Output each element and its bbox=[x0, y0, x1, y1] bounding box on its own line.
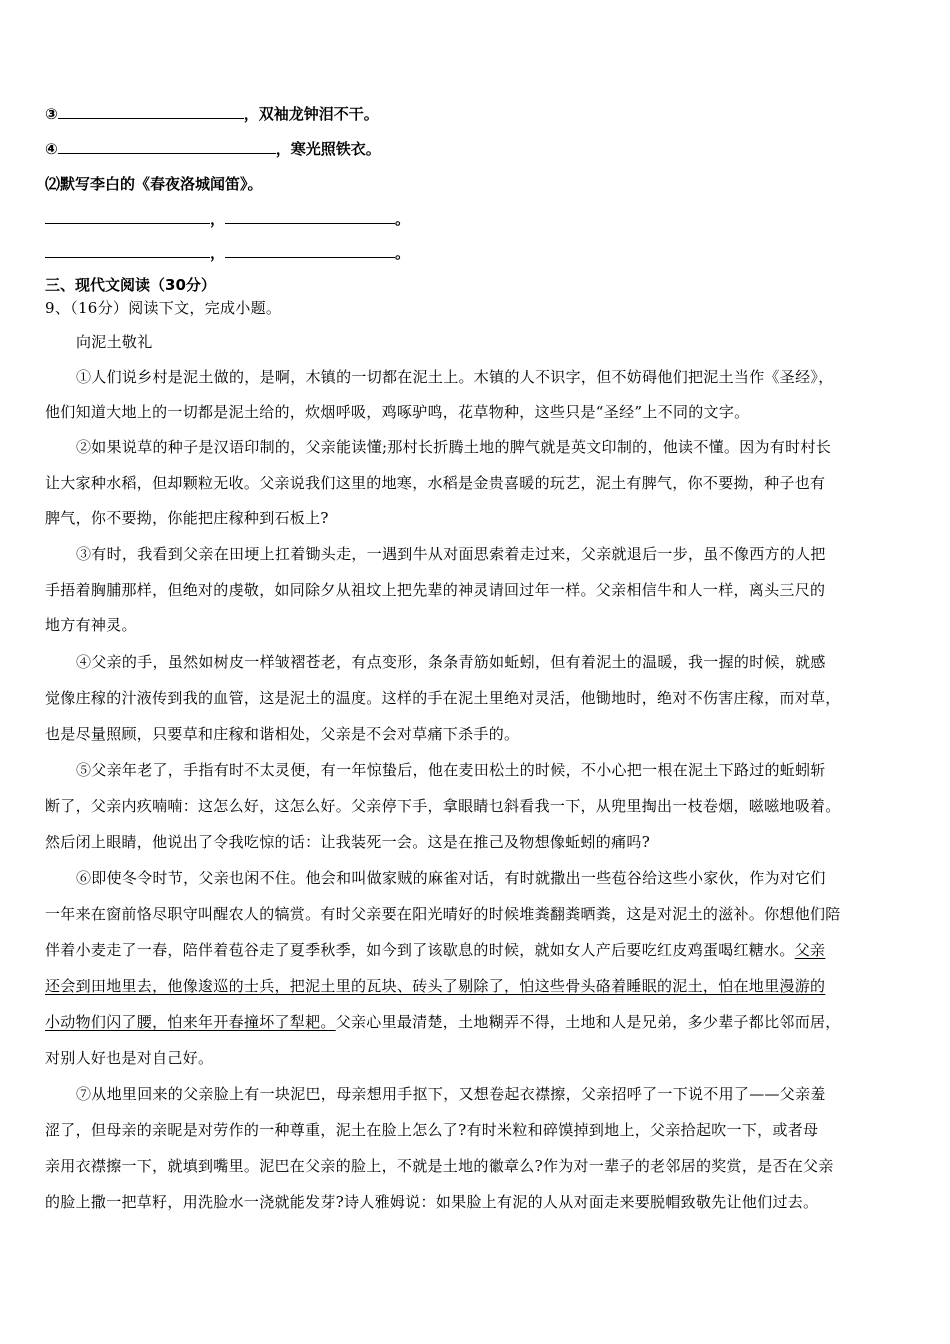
underlined-line: 还会到田地里去，他像逡巡的士兵，把泥土里的瓦块、砖头了剔除了，怕这些骨头硌着睡眠的泥土，怕在地里漫游的 bbox=[45, 977, 826, 995]
question-2-prompt: ⑵默写李白的《春夜洛城闻笛》。 bbox=[45, 175, 263, 193]
item-marker: ④ bbox=[45, 140, 58, 158]
article-line bbox=[45, 1011, 841, 1032]
period: 。 bbox=[395, 244, 411, 262]
article-title: 向泥土敬礼 bbox=[76, 333, 153, 351]
period: 。 bbox=[395, 210, 411, 228]
answer-blank[interactable] bbox=[45, 209, 210, 224]
section-heading: 三、现代文阅读（30分） bbox=[45, 276, 216, 294]
article-line: 也是尽量照顾，只要草和庄稼和谐相处，父亲是不会对草痛下杀手的。 bbox=[45, 725, 520, 743]
article-line: ②如果说草的种子是汉语印制的，父亲能读懂;那村长折腾土地的脾气就是英文印制的，他读不懂。因为有时村长 bbox=[76, 438, 832, 456]
article-line: ⑥即使冬令时节，父亲也闲不住。他会和叫做家贼的麻雀对话，有时就撒出一些苞谷给这些小家伙，作为对它们 bbox=[76, 869, 826, 887]
verse-text: ，双袖龙钟泪不干。 bbox=[243, 105, 379, 123]
article-line: ③有时，我看到父亲在田埂上扛着锄头走，一遇到牛从对面思索着走过来，父亲就退后一步，虽不像西方的人把 bbox=[76, 545, 826, 563]
article-line: 手捂着胸脯那样，但绝对的虔敬，如同除夕从祖坟上把先辈的神灵请回过年一样。父亲相信牛和人一样，离头三尺的 bbox=[45, 581, 826, 599]
question-9-prompt: 9、（16分）阅读下文，完成小题。 bbox=[45, 299, 282, 317]
article-line: 觉像庄稼的汁液传到我的血管，这是泥土的温度。这样的手在泥土里绝对灵活，他锄地时，绝对不伤害庄稼，而对草， bbox=[45, 689, 841, 707]
item-marker: ③ bbox=[45, 105, 58, 123]
article-line: 一年来在窗前恪尽职守叫醒农人的犒赏。有时父亲要在阳光晴好的时候堆粪翻粪晒粪，这是对泥土的滋补。你想他们陪 bbox=[45, 905, 841, 923]
article-line: 断了，父亲内疚喃喃：这怎么好，这怎么好。父亲停下手，拿眼睛乜斜看我一下，从兜里掏出一枝卷烟，嗞嗞地吸着。 bbox=[45, 797, 841, 815]
article-line: 让大家种水稻，但却颗粒无收。父亲说我们这里的地寒，水稻是金贵喜暖的玩艺，泥土有脾气，你不要拗，种子也有 bbox=[45, 474, 826, 492]
fill-line-3 bbox=[45, 103, 379, 124]
article-line: 涩了，但母亲的亲昵是对劳作的一种尊重，泥土在脸上怎么了?有时米粒和碎馍掉到地上，父亲拾起吹一下，或者母 bbox=[45, 1121, 819, 1139]
article-line: 地方有神灵。 bbox=[45, 616, 137, 634]
article-line: 他们知道大地上的一切都是泥土给的，炊烟呼吸，鸡啄驴鸣，花草物种，这些只是“圣经”上不同的文字。 bbox=[45, 403, 750, 421]
article-line: 亲用衣襟擦一下，就填到嘴里。泥巴在父亲的脸上，不就是土地的徽章么?作为对一辈子的老邻居的奖赏，是否在父亲 bbox=[45, 1157, 834, 1175]
article-line: 然后闭上眼睛，他说出了令我吃惊的话：让我装死一会。这是在推己及物想像蚯蚓的痛吗? bbox=[45, 833, 651, 851]
answer-blank[interactable] bbox=[45, 243, 210, 258]
article-text: 伴着小麦走了一春，陪伴着苞谷走了夏季秋季，如今到了该歇息的时候，就如女人产后要吃红皮鸡蛋喝红糖水。 bbox=[45, 941, 795, 959]
comma: ， bbox=[210, 210, 226, 228]
answer-blank[interactable] bbox=[58, 104, 244, 119]
answer-blank[interactable] bbox=[58, 139, 276, 154]
article-line: ④父亲的手，虽然如树皮一样皱褶苍老，有点变形，条条青筋如蚯蚓，但有着泥土的温暖，我一握的时候，就感 bbox=[76, 653, 826, 671]
article-line bbox=[45, 939, 825, 960]
article-line: 脾气，你不要拗，你能把庄稼种到石板上? bbox=[45, 509, 329, 527]
article-line: ⑤父亲年老了，手指有时不太灵便，有一年惊蛰后，他在麦田松土的时候，不小心把一根在泥土下路过的蚯蚓斩 bbox=[76, 761, 826, 779]
poem-blank-row-1 bbox=[45, 208, 410, 229]
article-line: ⑦从地里回来的父亲脸上有一块泥巴，母亲想用手抠下，又想卷起衣襟擦，父亲招呼了一下说不用了——父亲羞 bbox=[76, 1085, 826, 1103]
fill-line-4 bbox=[45, 138, 381, 159]
article-line: 对别人好也是对自己好。 bbox=[45, 1049, 214, 1067]
underlined-text: 父亲 bbox=[794, 941, 826, 959]
poem-blank-row-2 bbox=[45, 242, 410, 263]
answer-blank[interactable] bbox=[225, 209, 395, 224]
answer-blank[interactable] bbox=[225, 243, 395, 258]
verse-text: ，寒光照铁衣。 bbox=[275, 140, 381, 158]
article-line: 的脸上撒一把草籽，用洗脸水一浇就能发芽?诗人雅姆说：如果脸上有泥的人从对面走来要脱帽致敬先让他们过去。 bbox=[45, 1193, 819, 1211]
underlined-text: 小动物们闪了腰，怕来年开春撞坏了犁耙。 bbox=[45, 1013, 336, 1031]
article-line: ①人们说乡村是泥土做的，是啊，木镇的一切都在泥土上。木镇的人不识字，但不妨碍他们把泥土当作《圣经》， bbox=[76, 368, 834, 386]
article-text: 父亲心里最清楚，土地糊弄不得，土地和人是兄弟，多少辈子都比邻而居， bbox=[335, 1013, 841, 1031]
comma: ， bbox=[210, 244, 226, 262]
